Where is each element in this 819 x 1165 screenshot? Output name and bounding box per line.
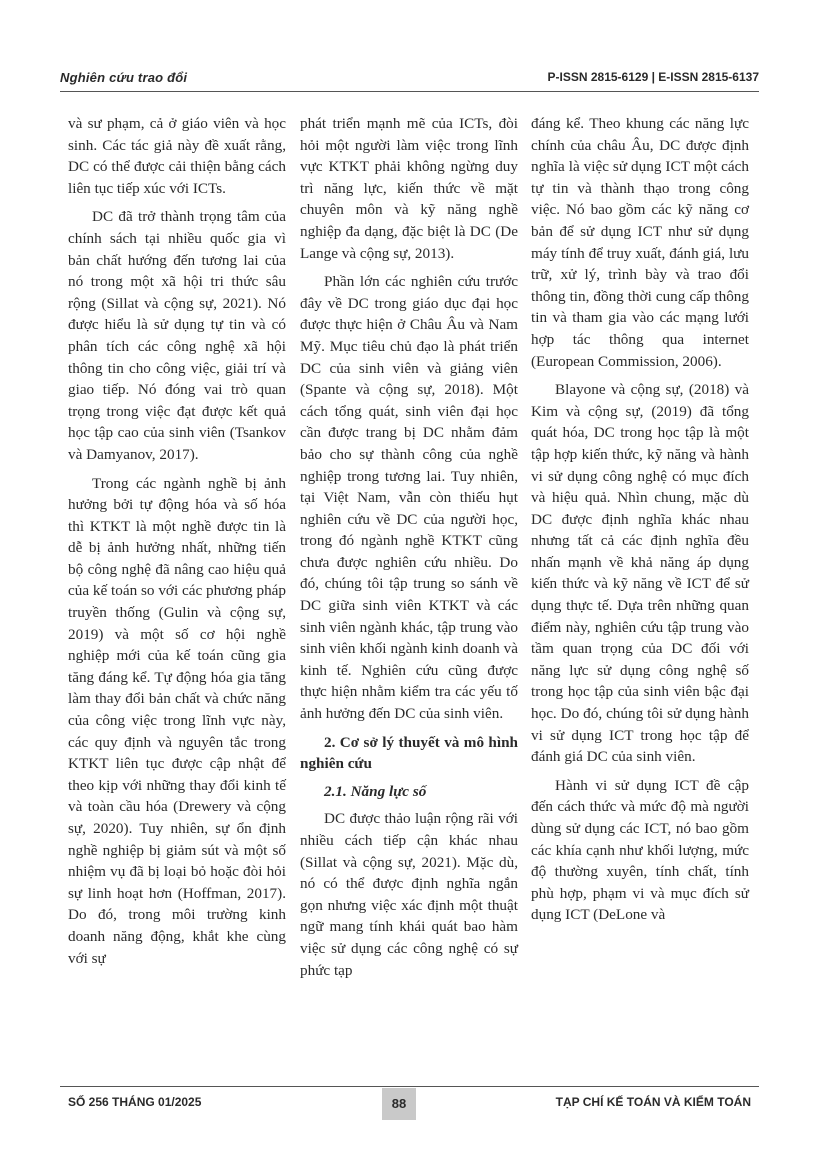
running-header	[0, 58, 819, 98]
issn-label: P-ISSN 2815-6129 | E-ISSN 2815-6137	[547, 70, 759, 84]
paragraph: đáng kể. Theo khung các năng lực chính của châu Âu, DC được định nghĩa là việc sử dụng ICT một cách tự tin và thành thạo trong công việc. Nó bao gồm các kỹ năng cơ bản để sử dụng ICT như sử dụng máy tính để truy xuất, đánh giá, lưu trữ, xử lý, trình bày và trao đổi thông tin, đồng thời cung cấp thông tin và tham gia vào các mạng lưới hợp tác thông qua internet (European Commission, 2006).	[531, 115, 749, 370]
text-column-1	[68, 113, 286, 976]
paragraph: DC được thảo luận rộng rãi với nhiều cách tiếp cận khác nhau (Sillat và cộng sự, 2021). Mặc dù, nó có thể được định nghĩa ngắn gọn nhưng việc xác định một thuật ngữ mang tính khái quát bao hàm việc sử dụng các công nghệ có sự phức tạp	[300, 810, 518, 979]
journal-name: TẠP CHÍ KẾ TOÁN VÀ KIỂM TOÁN	[555, 1095, 751, 1109]
paragraph: DC đã trở thành trọng tâm của chính sách tại nhiều quốc gia vì bản chất hướng đến tương lai của nó trong một xã hội tri thức sâu rộng (Sillat và cộng sự, 2021). Nó được hiểu là sử dụng tự tin và có phân tích các công nghệ xã hội thông tin cho công việc, giải trí và giao tiếp. Nó đóng vai trò quan trọng trong việc đạt được kết quả học tập cao của sinh viên (Tsankov và Damyanov, 2017).	[68, 208, 286, 463]
paragraph: Hành vi sử dụng ICT đề cập đến cách thức và mức độ mà người dùng sử dụng các ICT, nó bao gồm các khía cạnh như khối lượng, mức độ thường xuyên, tính chất, tính phù hợp, phạm vi và mục đích sử dụng ICT (DeLone và	[531, 776, 749, 924]
section-label: Nghiên cứu trao đổi	[60, 70, 188, 85]
text-column-2	[300, 113, 518, 988]
paragraph: và sư phạm, cả ở giáo viên và học sinh. Các tác giả này đề xuất rằng, DC có thể được cải thiện bằng cách liên tục tiếp xúc với ICTs.	[68, 115, 286, 197]
footer-divider	[60, 1086, 759, 1087]
paragraph: phát triển mạnh mẽ của ICTs, đòi hỏi một người làm việc trong lĩnh vực KTKT phải không ngừng duy trì năng lực, kiến thức về mặt chuyên môn và kỹ năng nghề nghiệp đa dạng, đặc biệt là DC (De Lange và cộng sự, 2013).	[300, 115, 518, 262]
paragraph: Trong các ngành nghề bị ảnh hưởng bởi tự động hóa và số hóa thì KTKT là một nghề được tin là dễ bị ảnh hưởng nhất, những tiến bộ công nghệ đã nâng cao hiệu quả của kế toán so với các phương pháp truyền thống (Gulin và cộng sự, 2019) và một số cơ hội nghề nghiệp mới của kế toán cũng gia tăng đáng kể. Tự động hóa gia tăng làm thay đổi bản chất và chức năng của công việc trong lĩnh vực này, các quy định và nguyên tắc trong KTKT liên tục được cập nhật để theo kịp với những thay đổi kinh tế và toàn cầu hóa (Drewery và cộng sự, 2020). Tuy nhiên, sự ổn định nghề nghiệp bị giảm sút và một số nhiệm vụ đã bị loại bỏ hoặc đòi hỏi sự linh hoạt hơn (Hoffman, 2017). Do đó, trong môi trường kinh doanh năng động, khắt khe cùng với sự	[68, 474, 286, 967]
section-heading: 2. Cơ sở lý thuyết và mô hình nghiên cứu	[300, 733, 518, 773]
header-divider	[60, 91, 759, 92]
issue-label: SỐ 256 THÁNG 01/2025	[68, 1095, 202, 1109]
subsection-heading: 2.1. Năng lực số	[324, 782, 427, 800]
page-number: 88	[382, 1088, 416, 1120]
text-column-3	[531, 113, 749, 933]
paragraph: Phần lớn các nghiên cứu trước đây về DC trong giáo dục đại học được thực hiện ở Châu Âu và Nam Mỹ. Mục tiêu chủ đạo là phát triển DC của sinh viên và giảng viên (Spante và cộng sự, 2018). Một cách tổng quát, sinh viên đại học cần được trang bị DC nhằm đảm bảo cho sự thành công của nghề nghiệp trong tương lai. Tuy nhiên, tại Việt Nam, vẫn còn thiếu hụt nghiên cứu về DC của người học, trong đó ngành nghề KTKT cũng chưa được nghiên cứu nhiều. Do đó, chúng tôi tập trung so sánh về DC giữa sinh viên KTKT và các sinh viên ngành khác, tập trung vào sinh viên khối ngành kinh doanh và kinh tế. Nghiên cứu cũng được thực hiện nhằm kiểm tra các yếu tố ảnh hưởng đến DC của sinh viên.	[300, 273, 518, 723]
paragraph: Blayone và cộng sự, (2018) và Kim và cộng sự, (2019) đã tổng quát hóa, DC trong học tập là một tập hợp kiến thức, kỹ năng và hành vi sử dụng công nghệ có mục đích và hiệu quả. Nhìn chung, mặc dù DC được định nghĩa khác nhau nhưng tất cả các định nghĩa đều nhấn mạnh về khả năng áp dụng kiến thức và kỹ năng về ICT để sử dụng thực tế. Dựa trên những quan điểm này, nghiên cứu tập trung vào tầm quan trọng của DC đối với năng lực sử dụng công nghệ số trong học tập của sinh viên bậc đại học. Do đó, chúng tôi sử dụng hành vi sử dụng ICT trong học tập để đánh giá DC của sinh viên.	[531, 381, 749, 766]
